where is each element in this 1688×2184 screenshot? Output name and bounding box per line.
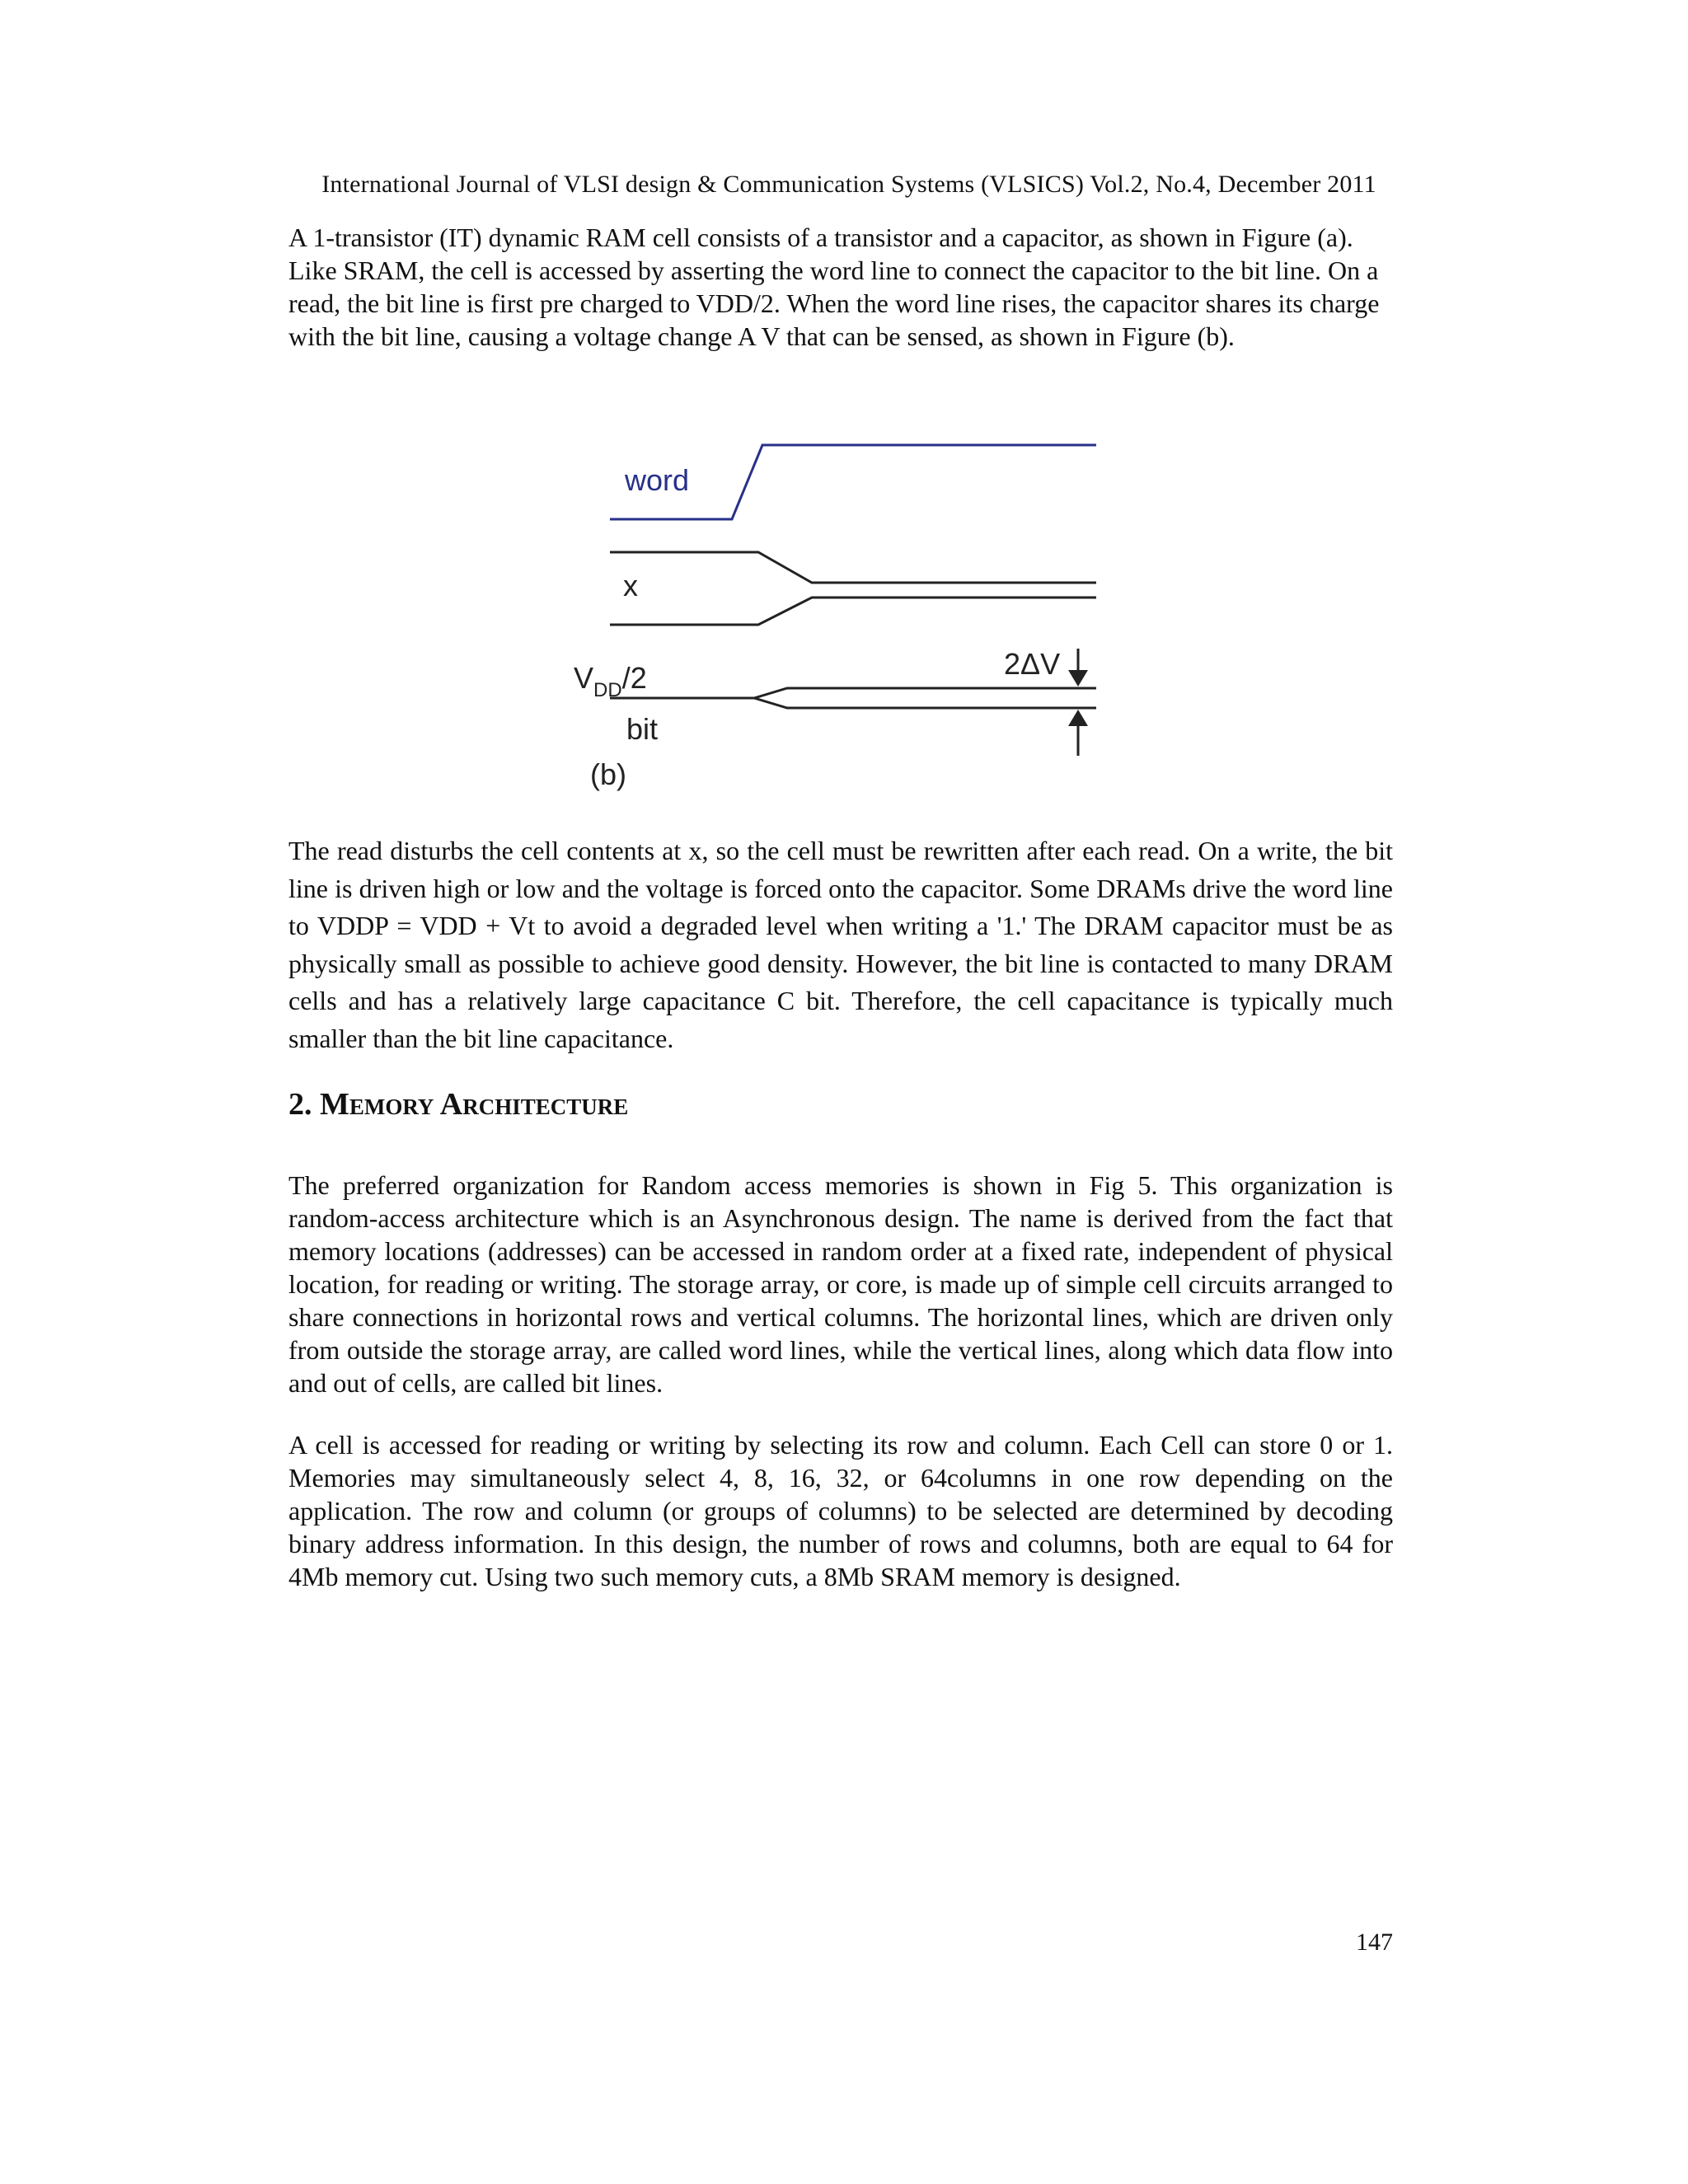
bit-waveform-upper [610,688,1096,698]
vdd-subscript: DD [593,679,622,701]
vdd-half-label [574,661,647,701]
word-label: word [625,463,690,497]
x-waveform-lower [610,598,1096,625]
bit-waveform-lower [610,698,1096,708]
paragraph-memory-organization: The preferred organization for Random access memories is shown in Fig 5. This organization is random-access architecture which is an Asynchronous design. The name is derived from the fact that memory locations (addresses) can be accessed in random order at a fixed rate, independent of physical location, for reading or writing. The storage array, or core, is made up of simple cell circuits arranged to share connections in horizontal rows and vertical columns. The horizontal lines, which are driven only from outside the storage array, are called word lines, while the vertical lines, along which data flow into and out of cells, are called bit lines. [288,1170,1393,1398]
paragraph-dram-cell: A 1-transistor (IT) dynamic RAM cell consists of a transistor and a capacitor, as shown in Figure (a). Like SRAM, the cell is accessed by asserting the word line to connect the capacitor to the bit line. On a read, the bit line is first pre charged to VDD/2. When the word line rises, the capacitor shares its charge with the bit line, causing a voltage change A V that can be sensed, as shown in Figure (b). [288,223,1380,351]
vdd-rest: /2 [621,661,647,695]
running-header: International Journal of VLSI design & Communication Systems (VLSICS) Vol.2, No.4, December 2011 [321,171,1376,198]
paragraph-cell-access: A cell is accessed for reading or writing by selecting its row and column. Each Cell can store 0 or 1. Memories may simultaneously select 4, 8, 16, 32, or 64columns in one row depending on the application. The row and column (or groups of columns) to be selected are determined by decoding binary address information. In this design, the number of rows and columns, both are equal to 64 for 4Mb memory cut. Using two such memory cuts, a 8Mb SRAM memory is designed. [288,1430,1393,1591]
vdd-v: V [574,661,594,695]
section-heading: 2. Memory Architecture [288,1087,629,1122]
x-waveform-upper [610,552,1096,583]
x-label: x [623,569,638,602]
bit-label: bit [626,712,659,746]
page-number: 147 [1356,1929,1393,1956]
paragraph-read-disturb: The read disturbs the cell contents at x, so the cell must be rewritten after each read. On a write, the bit line is driven high or low and the voltage is forced onto the capacitor. Some DRAMs drive the word line to VDDP = VDD + Vt to avoid a degraded level when writing a '1.' The DRAM capacitor must be as physically small as possible to achieve good density. However, the bit line is contacted to many DRAM cells and has a relatively large capacitance C bit. Therefore, the cell capacitance is typically much smaller than the bit line capacitance. [288,836,1393,1053]
figure-caption: (b) [590,757,626,791]
dram-read-waveform-figure [569,433,1113,812]
delta-v-label: 2ΔV [1004,647,1061,681]
delta-arrow-down-head [1068,670,1088,687]
